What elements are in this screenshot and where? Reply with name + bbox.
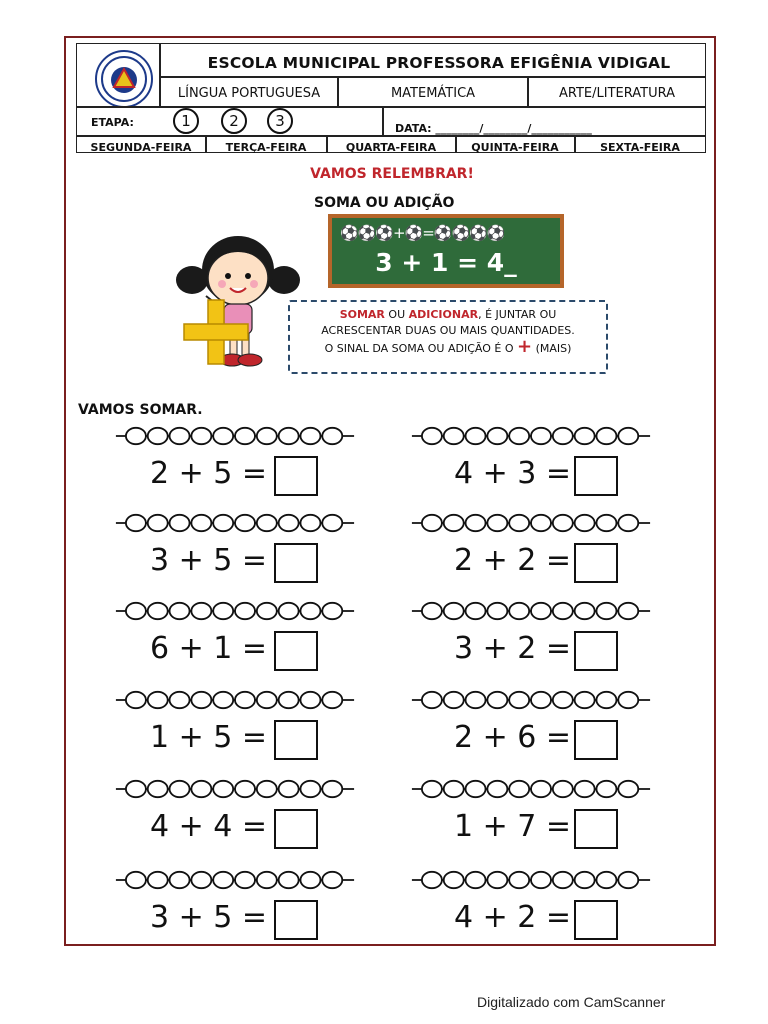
- abacus-left-3[interactable]: [102, 601, 368, 621]
- bead[interactable]: [531, 515, 551, 531]
- abacus-right-2[interactable]: [398, 513, 664, 533]
- bead[interactable]: [444, 692, 464, 708]
- bead[interactable]: [487, 603, 507, 619]
- definition-line2: ACRESCENTAR DUAS OU MAIS QUANTIDADES.: [321, 324, 575, 337]
- bead[interactable]: [553, 781, 573, 797]
- bead[interactable]: [466, 692, 486, 708]
- bead[interactable]: [279, 603, 299, 619]
- bead[interactable]: [553, 428, 573, 444]
- bead[interactable]: [257, 781, 277, 797]
- bead[interactable]: [300, 603, 320, 619]
- bead[interactable]: [213, 603, 233, 619]
- bead[interactable]: [300, 515, 320, 531]
- bead[interactable]: [596, 515, 616, 531]
- bead[interactable]: [531, 692, 551, 708]
- bead[interactable]: [322, 872, 342, 888]
- bead[interactable]: [575, 603, 595, 619]
- bead[interactable]: [422, 515, 442, 531]
- bead[interactable]: [444, 603, 464, 619]
- equation-left-5: 4 + 4 =: [150, 809, 268, 844]
- bead[interactable]: [596, 781, 616, 797]
- answer-box-left-4[interactable]: [274, 720, 318, 760]
- answer-box-left-3[interactable]: [274, 631, 318, 671]
- bead[interactable]: [422, 603, 442, 619]
- bead[interactable]: [596, 603, 616, 619]
- bead[interactable]: [126, 603, 146, 619]
- bead[interactable]: [235, 692, 255, 708]
- bead[interactable]: [596, 692, 616, 708]
- bead[interactable]: [170, 872, 190, 888]
- abacus-right-4[interactable]: [398, 690, 664, 710]
- bead[interactable]: [466, 428, 486, 444]
- bead[interactable]: [444, 781, 464, 797]
- weekday-terca: TERÇA-FEIRA: [225, 141, 307, 154]
- bead[interactable]: [553, 692, 573, 708]
- etapa-label: ETAPA:: [91, 116, 134, 129]
- bead[interactable]: [126, 872, 146, 888]
- bead[interactable]: [148, 603, 168, 619]
- bead[interactable]: [279, 692, 299, 708]
- answer-box-right-3[interactable]: [574, 631, 618, 671]
- bead[interactable]: [575, 692, 595, 708]
- bead[interactable]: [531, 872, 551, 888]
- bead[interactable]: [531, 781, 551, 797]
- answer-box-left-1[interactable]: [274, 456, 318, 496]
- bead[interactable]: [170, 692, 190, 708]
- definition-rest: , É JUNTAR OU: [478, 308, 557, 321]
- bead[interactable]: [170, 428, 190, 444]
- equation-left-3: 6 + 1 =: [150, 631, 268, 666]
- bead[interactable]: [444, 872, 464, 888]
- bead[interactable]: [509, 872, 529, 888]
- term-somar: SOMAR: [339, 308, 385, 321]
- bead[interactable]: [300, 781, 320, 797]
- bead[interactable]: [191, 603, 211, 619]
- abacus-left-5[interactable]: [102, 779, 368, 799]
- school-logo: [95, 50, 153, 108]
- bead[interactable]: [148, 692, 168, 708]
- bead[interactable]: [618, 781, 638, 797]
- bead[interactable]: [575, 781, 595, 797]
- bead[interactable]: [509, 781, 529, 797]
- equation-left-6: 3 + 5 =: [150, 900, 268, 935]
- abacus-right-3[interactable]: [398, 601, 664, 621]
- bead[interactable]: [322, 781, 342, 797]
- bead[interactable]: [257, 872, 277, 888]
- weekday-sexta: SEXTA-FEIRA: [600, 141, 680, 154]
- bead[interactable]: [466, 603, 486, 619]
- bead[interactable]: [191, 428, 211, 444]
- bead[interactable]: [322, 515, 342, 531]
- bead[interactable]: [575, 515, 595, 531]
- bead[interactable]: [300, 872, 320, 888]
- bead[interactable]: [170, 781, 190, 797]
- bead[interactable]: [279, 781, 299, 797]
- bead[interactable]: [235, 515, 255, 531]
- bead[interactable]: [148, 872, 168, 888]
- bead[interactable]: [553, 872, 573, 888]
- answer-box-left-2[interactable]: [274, 543, 318, 583]
- subject-portugues: LÍNGUA PORTUGUESA: [177, 86, 321, 101]
- bead[interactable]: [213, 781, 233, 797]
- bead[interactable]: [126, 515, 146, 531]
- bead[interactable]: [596, 872, 616, 888]
- bead[interactable]: [191, 872, 211, 888]
- bead[interactable]: [257, 428, 277, 444]
- bead[interactable]: [575, 872, 595, 888]
- abacus-left-4[interactable]: [102, 690, 368, 710]
- abacus-right-5[interactable]: [398, 779, 664, 799]
- bead[interactable]: [509, 603, 529, 619]
- bead[interactable]: [300, 692, 320, 708]
- bead[interactable]: [279, 872, 299, 888]
- definition-mais: (MAIS): [535, 342, 572, 355]
- weekday-quarta: QUARTA-FEIRA: [345, 141, 437, 154]
- equation-left-2: 3 + 5 =: [150, 543, 268, 578]
- bead[interactable]: [235, 872, 255, 888]
- bead[interactable]: [575, 428, 595, 444]
- weekday-quinta: QUINTA-FEIRA: [471, 141, 559, 154]
- etapa-option-2[interactable]: 2: [221, 108, 247, 134]
- bead[interactable]: [509, 515, 529, 531]
- bead[interactable]: [553, 603, 573, 619]
- bead[interactable]: [300, 428, 320, 444]
- bead[interactable]: [213, 872, 233, 888]
- abacus-left-6[interactable]: [102, 870, 368, 890]
- abacus-left-2[interactable]: [102, 513, 368, 533]
- bead[interactable]: [618, 872, 638, 888]
- bead[interactable]: [235, 603, 255, 619]
- bead[interactable]: [422, 872, 442, 888]
- bead[interactable]: [596, 428, 616, 444]
- bead[interactable]: [618, 692, 638, 708]
- equation-right-3: 3 + 2 =: [454, 631, 572, 666]
- bead[interactable]: [466, 872, 486, 888]
- bead[interactable]: [509, 692, 529, 708]
- bead[interactable]: [235, 428, 255, 444]
- bead[interactable]: [126, 428, 146, 444]
- bead[interactable]: [422, 692, 442, 708]
- bead[interactable]: [487, 428, 507, 444]
- bead[interactable]: [322, 692, 342, 708]
- abacus-right-6[interactable]: [398, 870, 664, 890]
- section-title: VAMOS RELEMBRAR!: [310, 166, 474, 182]
- bead[interactable]: [531, 603, 551, 619]
- subject-matematica: MATEMÁTICA: [390, 86, 476, 101]
- equation-right-4: 2 + 6 =: [454, 720, 572, 755]
- bead[interactable]: [487, 872, 507, 888]
- bead[interactable]: [618, 603, 638, 619]
- bead[interactable]: [213, 515, 233, 531]
- answer-box-right-6[interactable]: [574, 900, 618, 940]
- etapa-option-1[interactable]: 1: [173, 108, 199, 134]
- bead[interactable]: [126, 781, 146, 797]
- bead[interactable]: [487, 515, 507, 531]
- plus-sign: +: [517, 336, 533, 357]
- bead[interactable]: [257, 603, 277, 619]
- bead[interactable]: [509, 428, 529, 444]
- definition-box: [288, 300, 608, 374]
- board-equation: 3 + 1 = 4_: [375, 248, 517, 277]
- exercise-title: VAMOS SOMAR.: [78, 402, 203, 418]
- bead[interactable]: [191, 781, 211, 797]
- school-name: ESCOLA MUNICIPAL PROFESSORA EFIGÊNIA VIDIGAL: [207, 54, 671, 72]
- definition-line3: O SINAL DA SOMA OU ADIÇÃO É O: [324, 342, 514, 355]
- bead[interactable]: [531, 428, 551, 444]
- bead[interactable]: [618, 428, 638, 444]
- bead[interactable]: [444, 428, 464, 444]
- answer-box-left-6[interactable]: [274, 900, 318, 940]
- subject-arte: ARTE/LITERATURA: [559, 86, 675, 101]
- abacus-left-1[interactable]: [102, 426, 368, 446]
- bead[interactable]: [487, 692, 507, 708]
- bead[interactable]: [148, 515, 168, 531]
- worksheet: [64, 36, 716, 946]
- equation-left-4: 1 + 5 =: [150, 720, 268, 755]
- definition-or: OU: [388, 308, 406, 321]
- scanner-footer: Digitalizado com CamScanner: [477, 994, 666, 1010]
- bead[interactable]: [191, 515, 211, 531]
- weekday-segunda: SEGUNDA-FEIRA: [90, 141, 192, 154]
- bead[interactable]: [553, 515, 573, 531]
- answer-box-left-5[interactable]: [274, 809, 318, 849]
- bead[interactable]: [213, 428, 233, 444]
- soccer-balls-icon: ⚽⚽⚽+⚽=⚽⚽⚽⚽: [340, 224, 505, 242]
- answer-box-right-4[interactable]: [574, 720, 618, 760]
- bead[interactable]: [148, 428, 168, 444]
- date-field[interactable]: DATA: ________/________/___________: [395, 122, 592, 135]
- bead[interactable]: [257, 692, 277, 708]
- bead[interactable]: [466, 515, 486, 531]
- etapa-option-3[interactable]: 3: [267, 108, 293, 134]
- answer-box-right-1[interactable]: [574, 456, 618, 496]
- bead[interactable]: [235, 781, 255, 797]
- header-table: [76, 43, 706, 153]
- bead[interactable]: [422, 781, 442, 797]
- bead[interactable]: [487, 781, 507, 797]
- equation-right-2: 2 + 2 =: [454, 543, 572, 578]
- section-subtitle: SOMA OU ADIÇÃO: [314, 195, 455, 211]
- answer-box-right-2[interactable]: [574, 543, 618, 583]
- bead[interactable]: [279, 428, 299, 444]
- bead[interactable]: [148, 781, 168, 797]
- bead[interactable]: [170, 603, 190, 619]
- equation-right-1: 4 + 3 =: [454, 456, 572, 491]
- answer-box-right-5[interactable]: [574, 809, 618, 849]
- term-adicionar: ADICIONAR: [408, 308, 479, 321]
- bead[interactable]: [322, 428, 342, 444]
- abacus-right-1[interactable]: [398, 426, 664, 446]
- bead[interactable]: [618, 515, 638, 531]
- equation-right-6: 4 + 2 =: [454, 900, 572, 935]
- bead[interactable]: [422, 428, 442, 444]
- equation-left-1: 2 + 5 =: [150, 456, 268, 491]
- bead[interactable]: [466, 781, 486, 797]
- bead[interactable]: [191, 692, 211, 708]
- bead[interactable]: [257, 515, 277, 531]
- bead[interactable]: [213, 692, 233, 708]
- equation-right-5: 1 + 7 =: [454, 809, 572, 844]
- bead[interactable]: [444, 515, 464, 531]
- bead[interactable]: [322, 603, 342, 619]
- chalkboard: [328, 214, 564, 288]
- bead[interactable]: [279, 515, 299, 531]
- bead[interactable]: [170, 515, 190, 531]
- bead[interactable]: [126, 692, 146, 708]
